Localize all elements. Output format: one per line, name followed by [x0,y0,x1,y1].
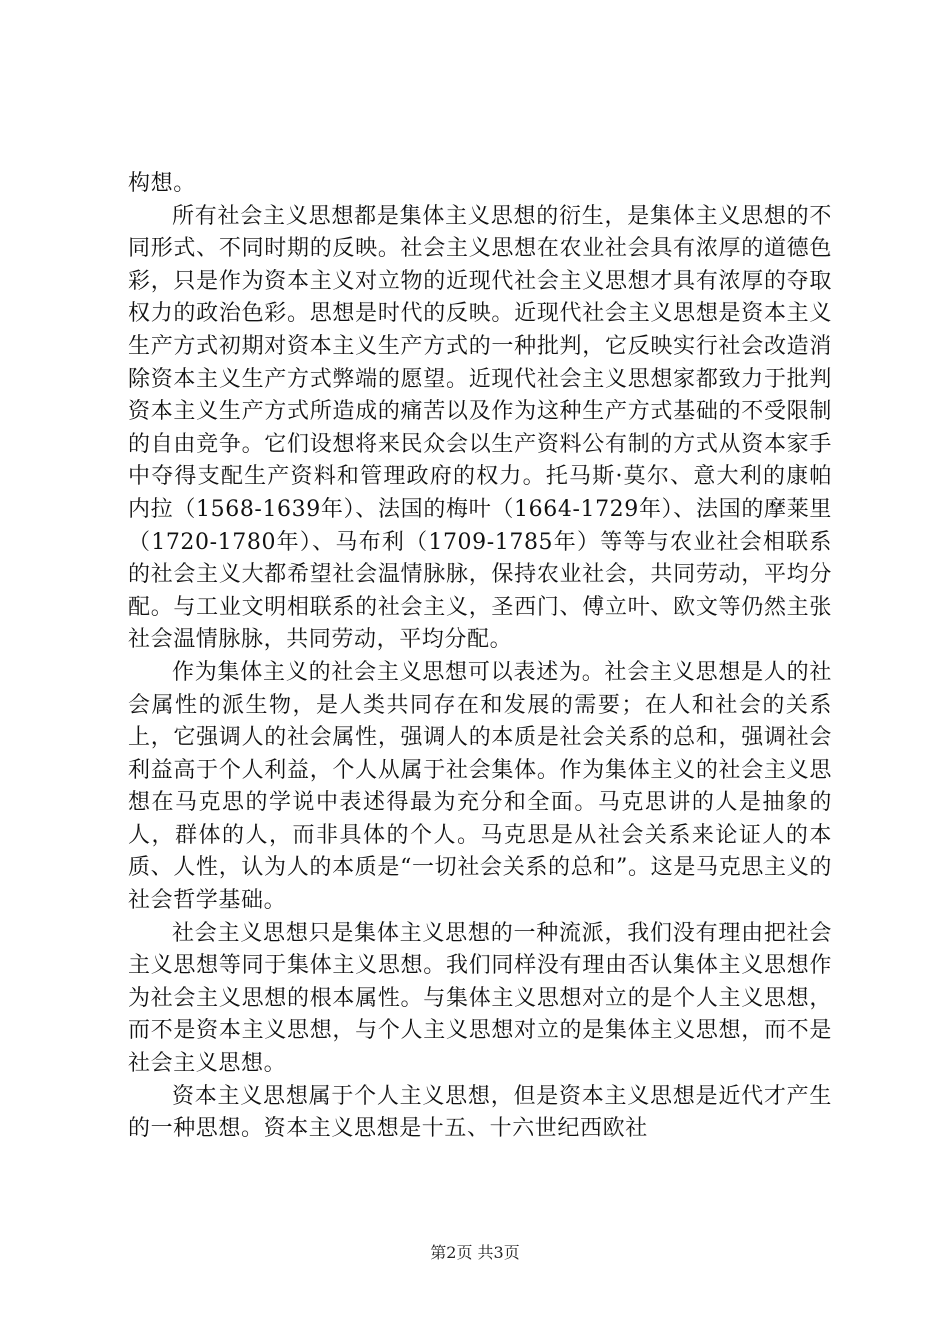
paragraph-1: 构想。 [128,171,196,196]
paragraph-2: 所有社会主义思想都是集体主义思想的衍生，是集体主义思想的不同形式、不同时期的反映。社会主义思想在农业社会具有浓厚的道德色彩，只是作为资本主义对立物的近现代社会主义思想才具有浓厚的夺取权力的政治色彩。思想是时代的反映。近现代社会主义思想是资本主义生产方式初期对资本主义生产方式的一种批判，它反映实行社会改造消除资本主义生产方式弊端的愿望。近现代社会主义思想家都致力于批判资本主义生产方式所造成的痛苦以及作为这种生产方式基础的不受限制的自由竞争。它们设想将来民众会以生产资料公有制的方式从资本家手中夺得支配生产资料和管理政府的权力。托马斯·莫尔、意大利的康帕内拉（1568-1639年）、法国的梅叶（1664-1729年）、法国的摩莱里（1720-1780年）、马布利（1709-1785年）等等与农业社会相联系的社会主义大都希望社会温情脉脉，保持农业社会，共同劳动，平均分配。与工业文明相联系的社会主义，圣西门、傅立叶、欧文等仍然主张社会温情脉脉，共同劳动，平均分配。 [128,203,832,653]
paragraph-3: 作为集体主义的社会主义思想可以表述为。社会主义思想是人的社会属性的派生物，是人类共同存在和发展的需要；在人和社会的关系上，它强调人的社会属性，强调人的本质是社会关系的总和，强调社会利益高于个人利益，个人从属于社会集体。作为集体主义的社会主义思想在马克思的学说中表述得最为充分和全面。马克思讲的人是抽象的人，群体的人，而非具体的个人。马克思是从社会关系来论证人的本质、人性，认为人的本质是“一切社会关系的总和”。这是马克思主义的社会哲学基础。 [128,659,832,914]
page-footer: 第2页 共3页 [430,1243,520,1262]
body-text [128,168,832,1146]
paragraph-4: 社会主义思想只是集体主义思想的一种流派，我们没有理由把社会主义思想等同于集体主义思想。我们同样没有理由否认集体主义思想作为社会主义思想的根本属性。与集体主义思想对立的是个人主义思想，而不是资本主义思想，与个人主义思想对立的是集体主义思想，而不是社会主义思想。 [128,920,832,1077]
paragraph-5: 资本主义思想属于个人主义思想，但是资本主义思想是近代才产生的一种思想。资本主义思想是十五、十六世纪西欧社 [128,1083,832,1142]
